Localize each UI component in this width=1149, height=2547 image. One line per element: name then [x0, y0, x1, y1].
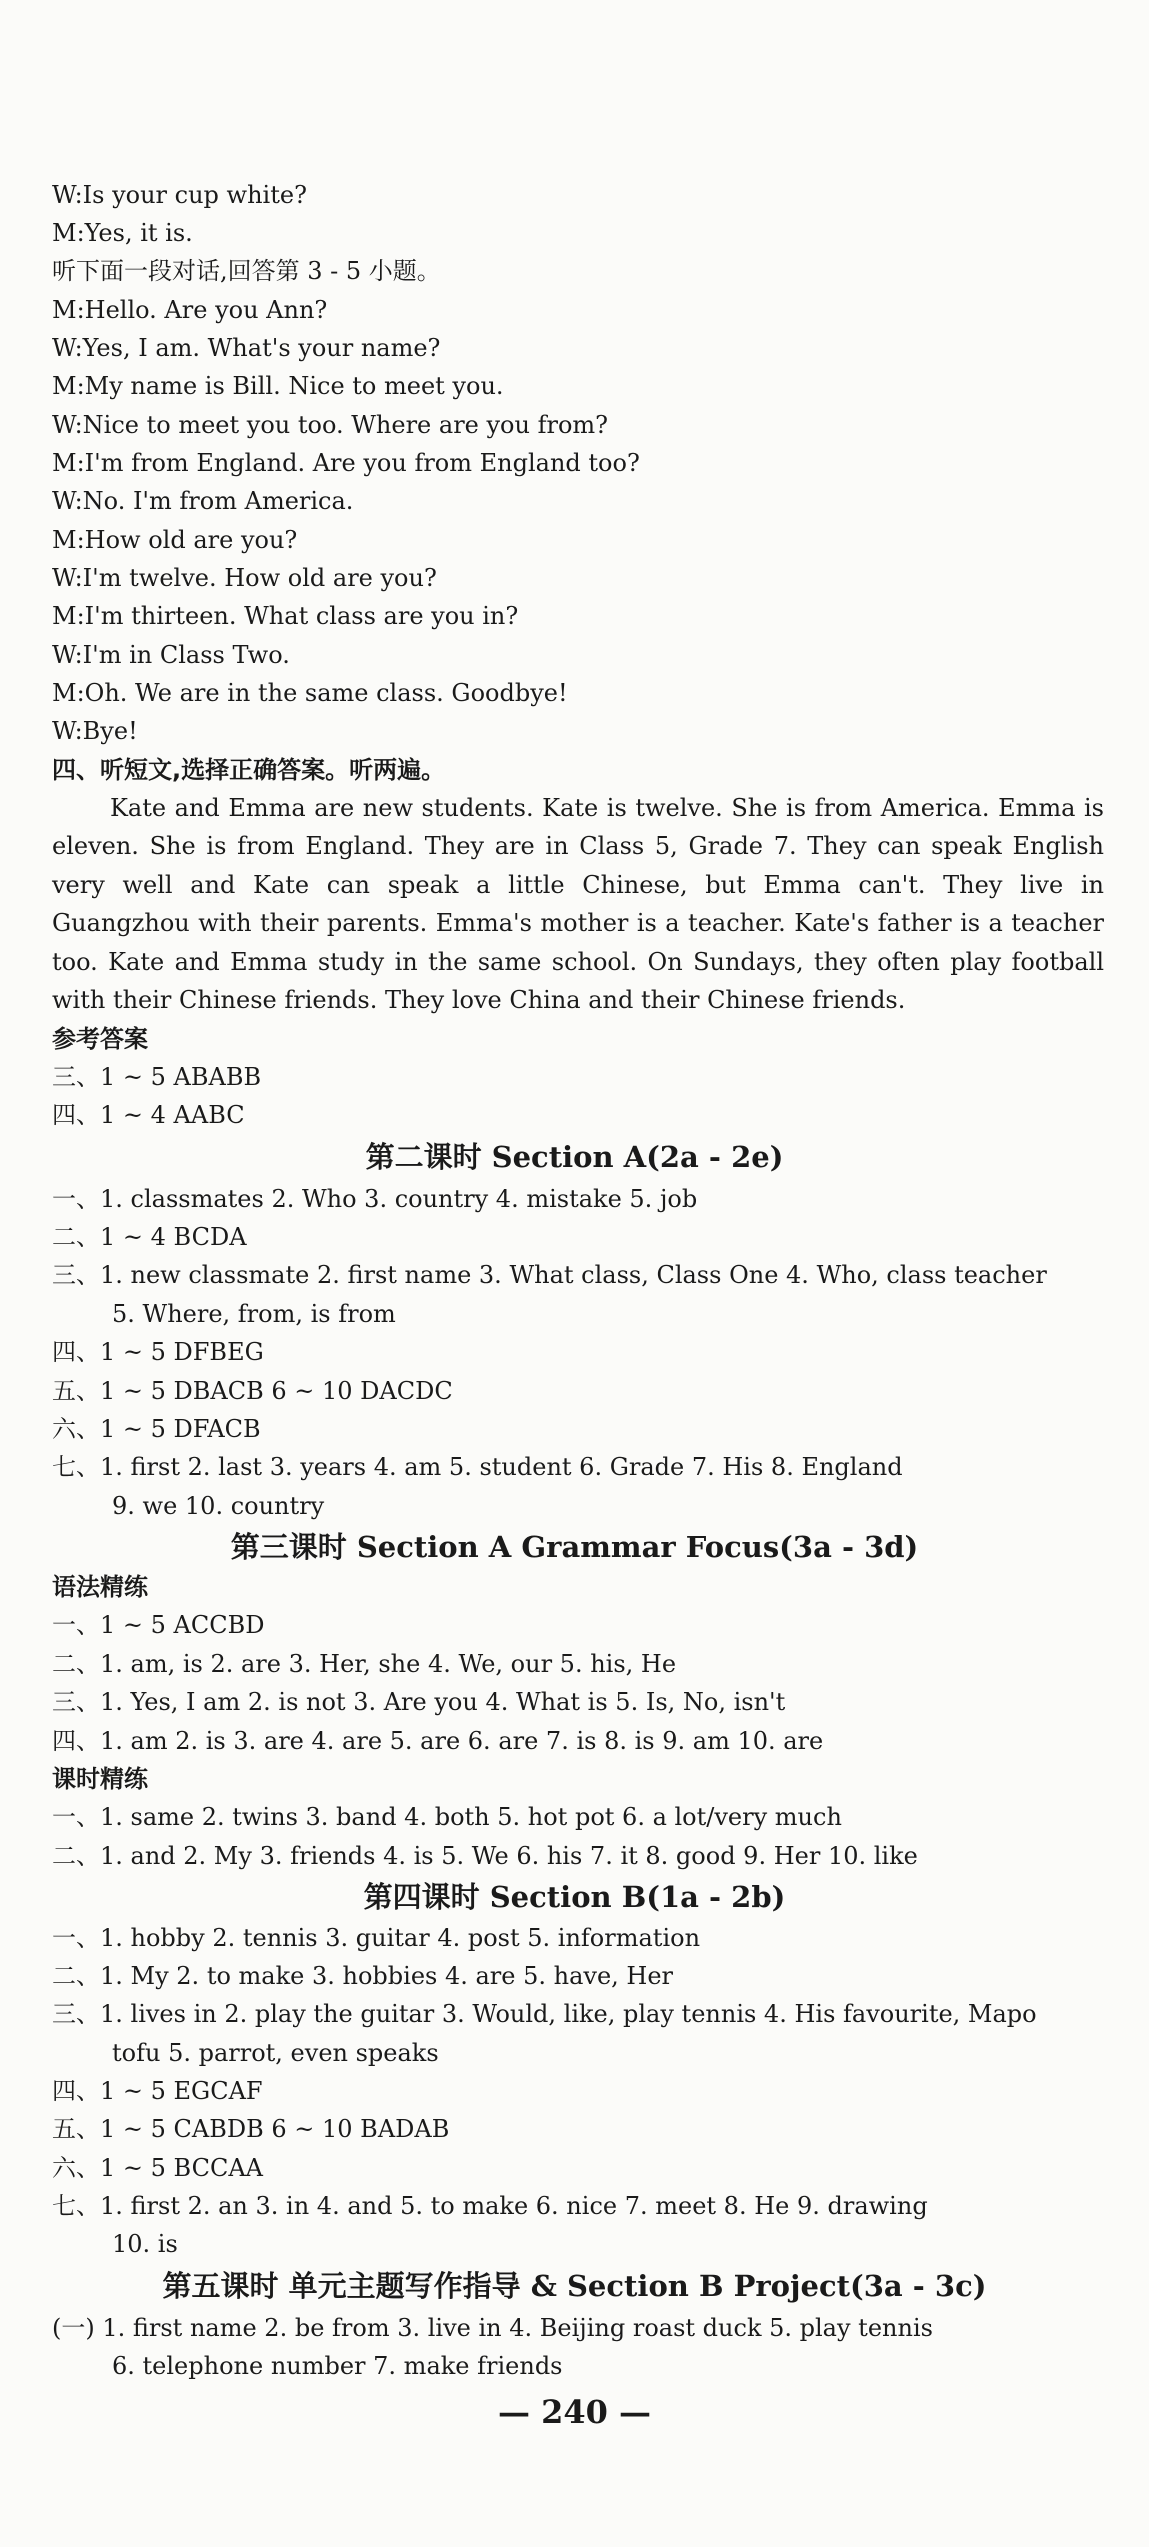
answer-line: 五、1 ~ 5 CABDB 6 ~ 10 BADAB: [52, 2115, 450, 2143]
answer-line: 10. is: [112, 2230, 178, 2258]
answer-line: 二、1. My 2. to make 3. hobbies 4. are 5. have, Her: [52, 1962, 674, 1990]
answer-line: 四、1 ~ 5 EGCAF: [52, 2077, 263, 2105]
lesson-2-title: 第二课时 Section A(2a - 2e): [365, 1140, 784, 1174]
dialogue-line: M:Yes, it is.: [52, 219, 193, 247]
answer-line: 9. we 10. country: [112, 1492, 325, 1520]
answer-line: 四、1 ~ 4 AABC: [52, 1101, 245, 1129]
answer-line: 二、1. am, is 2. are 3. Her, she 4. We, our 5. his, He: [52, 1650, 677, 1678]
dialogue-line: M:My name is Bill. Nice to meet you.: [52, 372, 504, 400]
answer-line: 三、1. Yes, I am 2. is not 3. Are you 4. What is 5. Is, No, isn't: [52, 1688, 786, 1716]
answer-line: 七、1. first 2. last 3. years 4. am 5. student 6. Grade 7. His 8. England: [52, 1453, 903, 1481]
dialogue-line: M:How old are you?: [52, 526, 298, 554]
answer-line: 七、1. first 2. an 3. in 4. and 5. to make 6. nice 7. meet 8. He 9. drawing: [52, 2192, 928, 2220]
answer-line: 二、1 ~ 4 BCDA: [52, 1223, 247, 1251]
answer-line: 一、1. classmates 2. Who 3. country 4. mistake 5. job: [52, 1185, 698, 1213]
answer-line: tofu 5. parrot, even speaks: [112, 2039, 439, 2067]
dialogue-line: W:No. I'm from America.: [52, 487, 354, 515]
listening-passage: Kate and Emma are new students. Kate is twelve. She is from America. Emma is eleven. She is from England. They are in Class 5, Grade 7. They can speak English very well and Kate can speak a little Chinese, but Emma can't. They live in Guangzhou with their parents. Emma's mother is a teacher. Kate's father is a teacher too. Kate and Emma study in the same school. On Sundays, they often play football with their Chinese friends. They love China and their Chinese friends.: [52, 794, 1104, 1015]
answer-line: 三、1. lives in 2. play the guitar 3. Would, like, play tennis 4. His favourite, Mapo: [52, 2000, 1037, 2028]
dialogue-line: M:Oh. We are in the same class. Goodbye!: [52, 679, 568, 707]
answer-line: 一、1. hobby 2. tennis 3. guitar 4. post 5. information: [52, 1924, 701, 1952]
dialogue-line: W:I'm in Class Two.: [52, 641, 290, 669]
answer-line: 四、1 ~ 5 DFBEG: [52, 1338, 264, 1366]
dialogue-line: W:Nice to meet you too. Where are you from?: [52, 411, 609, 439]
answer-line: 六、1 ~ 5 BCCAA: [52, 2154, 264, 2182]
answer-line: 五、1 ~ 5 DBACB 6 ~ 10 DACDC: [52, 1377, 453, 1405]
answer-line: 三、1. new classmate 2. first name 3. What class, Class One 4. Who, class teacher: [52, 1261, 1047, 1289]
answer-line: 四、1. am 2. is 3. are 4. are 5. are 6. are 7. is 8. is 9. am 10. are: [52, 1727, 824, 1755]
dialogue-line: W:I'm twelve. How old are you?: [52, 564, 437, 592]
reference-answers-heading: 参考答案: [52, 1025, 148, 1053]
dialogue-line: M:Hello. Are you Ann?: [52, 296, 328, 324]
answer-line: 六、1 ~ 5 DFACB: [52, 1415, 261, 1443]
answer-line: 二、1. and 2. My 3. friends 4. is 5. We 6. his 7. it 8. good 9. Her 10. like: [52, 1842, 918, 1870]
answer-line: (一) 1. first name 2. be from 3. live in 4. Beijing roast duck 5. play tennis: [52, 2314, 933, 2342]
answer-line: 一、1 ~ 5 ACCBD: [52, 1611, 265, 1639]
section-subheading: 语法精练: [52, 1573, 148, 1601]
lesson-5-title: 第五课时 单元主题写作指导 & Section B Project(3a - 3c): [162, 2269, 987, 2303]
dialogue-line: M:I'm thirteen. What class are you in?: [52, 602, 519, 630]
lesson-3-title: 第三课时 Section A Grammar Focus(3a - 3d): [230, 1530, 919, 1564]
dialogue-line: W:Yes, I am. What's your name?: [52, 334, 441, 362]
answer-line: 6. telephone number 7. make friends: [112, 2352, 563, 2380]
dialogue-line: 听下面一段对话,回答第 3 - 5 小题。: [52, 257, 441, 285]
answer-line: 三、1 ~ 5 ABABB: [52, 1063, 262, 1091]
page-number: — 240 —: [497, 2393, 652, 2431]
passage-heading: 四、听短文,选择正确答案。听两遍。: [52, 756, 446, 784]
answer-line: 一、1. same 2. twins 3. band 4. both 5. hot pot 6. a lot/very much: [52, 1803, 842, 1831]
section-subheading: 课时精练: [52, 1765, 148, 1793]
dialogue-line: M:I'm from England. Are you from England too?: [52, 449, 640, 477]
dialogue-line: W:Is your cup white?: [52, 181, 307, 209]
dialogue-line: W:Bye!: [52, 717, 138, 745]
lesson-4-title: 第四课时 Section B(1a - 2b): [363, 1880, 786, 1914]
answer-line: 5. Where, from, is from: [112, 1300, 396, 1328]
